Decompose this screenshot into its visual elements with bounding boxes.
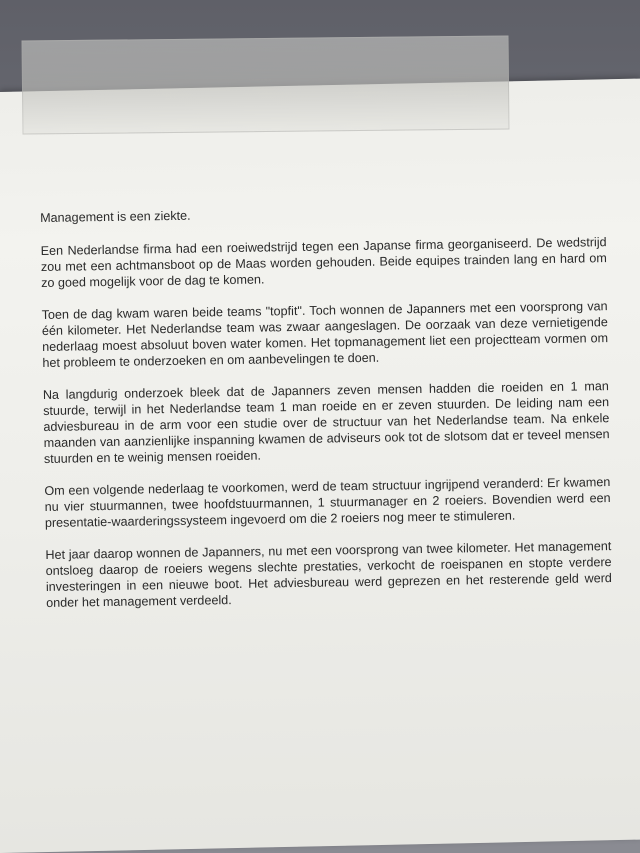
document-title: Management is een ziekte. xyxy=(40,208,191,225)
document-body xyxy=(40,201,612,627)
paragraph-1: Een Nederlandse firma had een roeiwedstrijd tegen een Japanse firma georganiseerd. De wedstrijd zou met een achtmansboot op de Maas worden gehouden. Beide equipes trainden lang en hard om zo goed mogelijk voor de dag te komen. xyxy=(40,235,607,290)
paragraph-3: Na langdurig onderzoek bleek dat de Japanners zeven mensen hadden die roeiden en 1 man stuurde, terwijl in het Nederlandse team 1 man roeide en er zeven stuurden. De leiding nam een adviesbureau in de arm voor een studie over de structuur van het Nederlandse team. Na enkele maanden van aanzienlijke inspanning kwamen de adviseurs ook tot de slotsom dat er teveel mensen stuurden en te weinig mensen roeiden. xyxy=(42,379,610,466)
paragraph-5: Het jaar daarop wonnen de Japanners, nu met een voorsprong van twee kilometer. Het management ontsloeg daarop de roeiers wegens slechte prestaties, verkocht de roeispanen en stopte verdere investeringen in een nieuwe boot. Het adviesbureau werd geprezen en het resterende geld werd onder het management verdeeld. xyxy=(45,539,612,610)
paragraph-2: Toen de dag kwam waren beide teams "topfit". Toch wonnen de Japanners met een voorsprong van één kilometer. Het Nederlandse team was zwaar aangeslagen. De oorzaak van deze vernietigende nederlaag moest absoluut boven water komen. Het topmanagement liet een projectteam vormen om het probleem te onderzoeken en om aanbevelingen te doen. xyxy=(41,299,609,370)
adhesive-tape xyxy=(22,35,510,134)
paragraph-4: Om een volgende nederlaag te voorkomen, werd de team structuur ingrijpend veranderd: Er kwamen nu vier stuurmannen, twee hoofdstuurmannen, 1 stuurmanager en 2 roeiers. Bovendien werd een presentatie-waarderingssysteem ingevoerd om die 2 roeiers nog meer te stimuleren. xyxy=(44,475,611,530)
tape-crease xyxy=(23,76,508,82)
